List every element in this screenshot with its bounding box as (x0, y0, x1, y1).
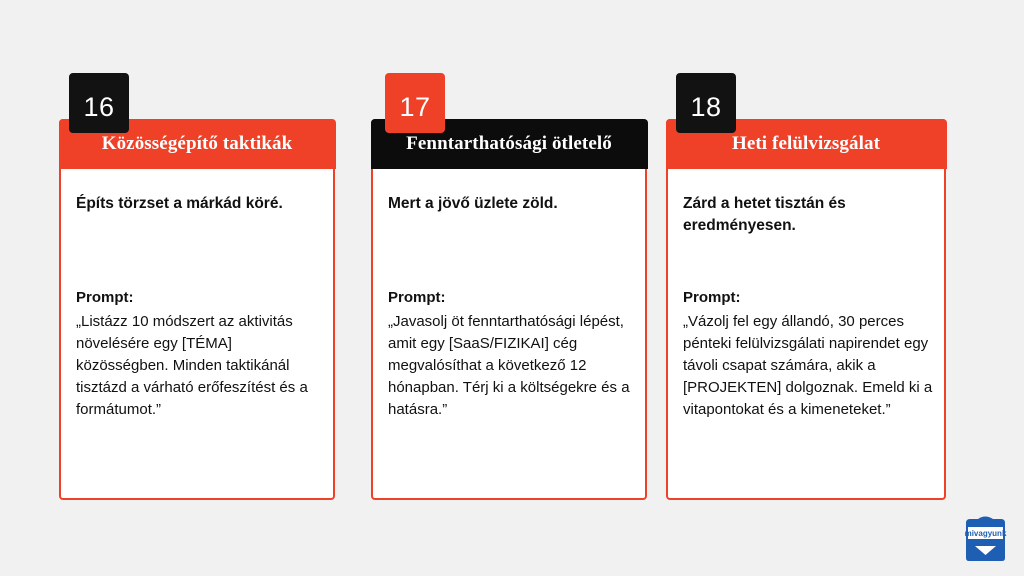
prompt-text: „Vázolj fel egy állandó, 30 perces pénteki felülvizsgálati napirendet egy távoli csapat számára, akik a [PROJEKTEN] dolgoznak. Emeld ki a vitapontokat és a kimeneteket.” (683, 313, 933, 418)
card-title: Heti felülvizsgálat (666, 119, 947, 169)
prompt-label: Prompt: (683, 289, 741, 306)
svg-text:mivagyunk: mivagyunk (964, 529, 1007, 538)
card-number-badge: 18 (676, 73, 736, 133)
card-sustainability-ideas (371, 91, 647, 500)
card-weekly-review (666, 91, 946, 500)
mivagyunk-logo-icon (963, 515, 1008, 562)
card-tagline: Építs törzset a márkád köré. (76, 195, 283, 212)
prompt-label: Prompt: (76, 289, 134, 306)
card-tagline: Mert a jövő üzlete zöld. (388, 195, 558, 212)
card-number-badge: 17 (385, 73, 445, 133)
prompt-label: Prompt: (388, 289, 446, 306)
card-number-badge: 16 (69, 73, 129, 133)
prompt-text: „Listázz 10 módszert az aktivitás növelésére egy [TÉMA] közösségben. Minden taktikánál tisztázd a várható erőfeszítést és a formátumot.” (76, 313, 308, 418)
card-community-tactics (59, 91, 335, 500)
prompt-text: „Javasolj öt fenntarthatósági lépést, amit egy [SaaS/FIZIKAI] cég megvalósíthat a következő 12 hónapban. Térj ki a költségekre és a hatásra.” (388, 313, 630, 418)
card-tagline: Zárd a hetet tisztán és eredményesen. (683, 195, 846, 234)
card-title: Fenntarthatósági ötletelő (371, 119, 648, 169)
card-title: Közösségépítő taktikák (59, 119, 336, 169)
